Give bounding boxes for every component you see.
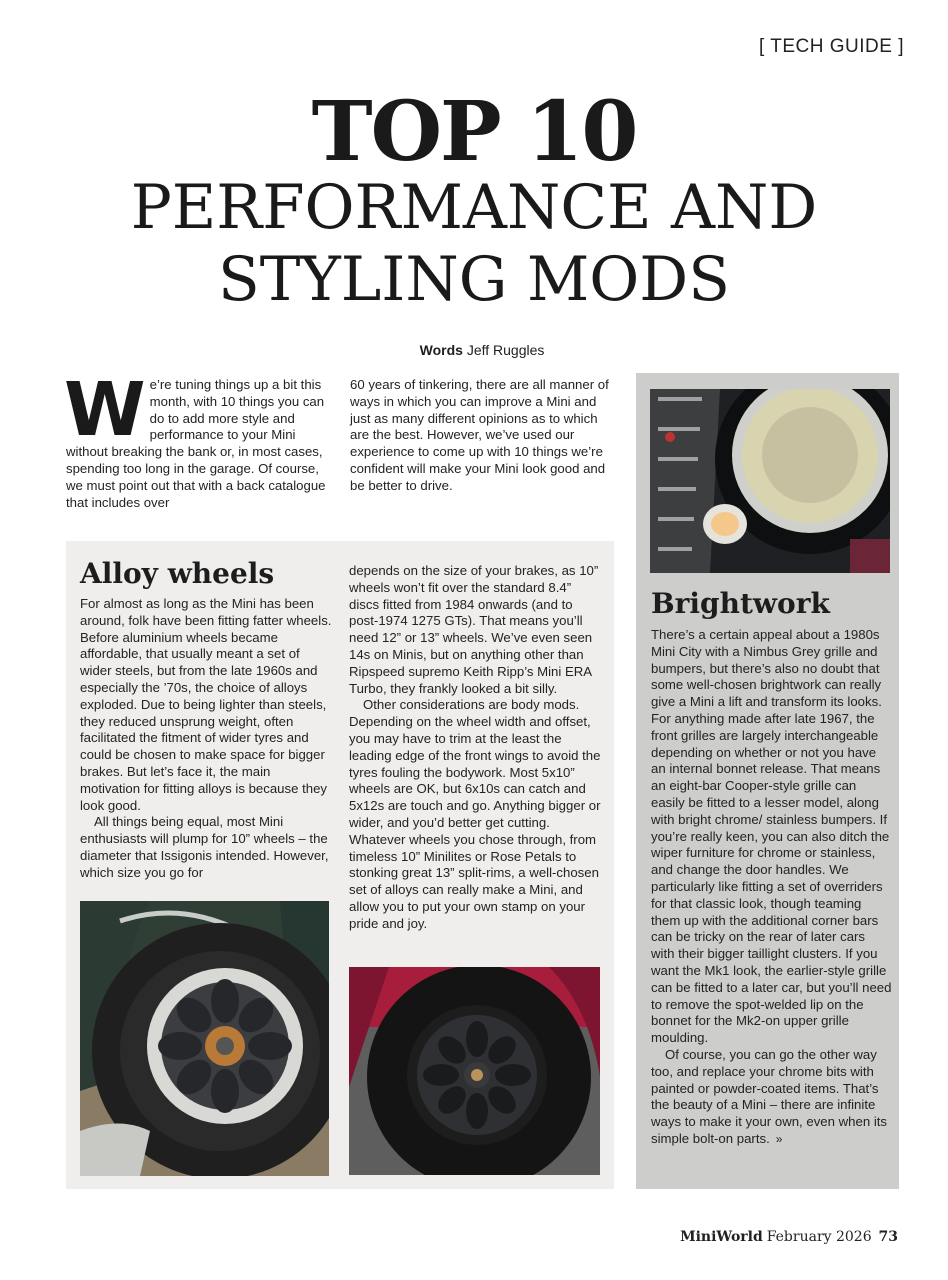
brightwork-panel bbox=[636, 373, 899, 1189]
intro-text-1: e’re tuning things up a bit this month, with 10 things you can do to add more style and performance to your Mini without breaking the bank or, in most cases, spending too long in the garage. Of course, we must point out that with a back catalogue that includes over bbox=[66, 377, 326, 510]
intro-column-1 bbox=[64, 367, 330, 511]
dropcap: W bbox=[64, 367, 146, 453]
byline-label: Words bbox=[419, 342, 463, 358]
alloy-wheel-photo-red-car bbox=[349, 967, 600, 1175]
alloy-wheels-heading: Alloy wheels bbox=[80, 557, 275, 590]
brightwork-para-2 bbox=[651, 1047, 892, 1148]
alloy-para-1: For almost as long as the Mini has been around, folk have been fitting fatter wheels. Before aluminium wheels became affordable, that usually meant a set of wider steels, but from the late 1960s and especially the ’70s, the choice of alloys exploded. Due to being lighter than steels, they reduced unsprung weight, often facilitated the fitment of wider tyres and could be chosen to make space for bigger brakes. But let’s face it, the main motivation for fitting alloys is because they look good. bbox=[80, 596, 332, 813]
headline-top-10: TOP 10 bbox=[311, 84, 637, 180]
magazine-name: MiniWorld bbox=[680, 1229, 763, 1245]
alloy-column-1 bbox=[80, 596, 332, 882]
issue-date: February 2026 bbox=[766, 1229, 872, 1245]
brightwork-para-2-text: Of course, you can go the other way too, and replace your chrome bits with painted or powder-coated items. That’s the beauty of a Mini – there are infinite ways to make it your own, even when its simple bolt-on parts. bbox=[651, 1046, 888, 1146]
page-footer bbox=[680, 1228, 898, 1245]
section-tag: [ TECH GUIDE ] bbox=[759, 36, 904, 57]
alloy-wheels-panel bbox=[66, 541, 614, 1189]
headline-subtitle bbox=[0, 172, 948, 316]
headline-line-2: PERFORMANCE AND bbox=[130, 172, 818, 243]
intro-column-2 bbox=[350, 377, 614, 495]
byline-author: Jeff Ruggles bbox=[466, 342, 545, 358]
headline-line-3: STYLING MODS bbox=[217, 244, 730, 315]
headlight-image bbox=[650, 389, 890, 573]
brightwork-heading: Brightwork bbox=[651, 587, 830, 620]
brightwork-column bbox=[651, 627, 892, 1148]
intro-text-2: 60 years of tinkering, there are all manner of ways in which you can improve a Mini and just as many different opinions as to which are the best. However, we’ve used our experience to come up with 10 things we’re confident will make your Mini look good and be better to drive. bbox=[350, 377, 609, 493]
alloy-wheel-photo-green-car bbox=[80, 901, 329, 1176]
brightwork-para-1: There’s a certain appeal about a 1980s Mini City with a Nimbus Grey grille and bumpers, but there’s also no doubt that some well-chosen brightwork can really give a Mini a lift and transform its looks. For anything made after late 1967, the front grilles are largely interchangeable depending on whether or not you have an internal bonnet release. That means an eight-bar Cooper-style grille can easily be fitted to a lesser model, along with bright chrome/ stainless bumpers. If you’re really keen, you can also ditch the wiper furniture for chrome or stainless, and change the door handles. We particularly like fitting a set of overriders for that classic look, though teaming them up with the additional corner bars can be tricky on the rear of later cars with their bigger taillight clusters. If you want the Mk1 look, the earlier-style grille can be fitted to a later car, but you’ll need to remove the spot-welded lip on the bonnet for the Mk2-on upper grille moulding. bbox=[651, 627, 892, 1046]
alloy-para-4: Other considerations are body mods. Depending on the wheel width and offset, you may have to trim at the least the leading edge of the front wings to avoid the tyres fouling the bodywork. Most 5x10” wheels are OK, but 6x10s can catch and 5x12s are touch and go. Anything bigger or wider, and you’d better get cutting. Whatever wheels you chose through, from timeless 10” Minilites or Rose Petals to stonking great 13” split-rims, a well-chosen set of alloys can really make a Mini, and allow you to put your own stamp on your pride and joy. bbox=[349, 697, 601, 931]
alloy-para-3: depends on the size of your brakes, as 10” wheels won’t fit over the standard 8.4” discs fitted from 1984 onwards (and to post-1974 1275 GTs). That means you’ll need 12” or 13” wheels. We’ve even seen 14s on Minis, but on anything other than Ripspeed supremo Keith Ripp’s Mini ERA Turbo, they frankly looked a bit silly. bbox=[349, 563, 599, 696]
page-number: 73 bbox=[878, 1229, 898, 1245]
headlight-photo bbox=[650, 389, 890, 573]
alloy-para-2: All things being equal, most Mini enthusiasts will plump for 10” wheels – the diameter that Issigonis intended. However, which size you go for bbox=[80, 814, 329, 880]
black-alloy-image bbox=[349, 967, 600, 1175]
alloy-column-2 bbox=[349, 563, 602, 933]
alloy-wheel-image bbox=[80, 901, 329, 1176]
byline bbox=[0, 342, 948, 358]
continue-arrow-icon: » bbox=[775, 1131, 783, 1146]
